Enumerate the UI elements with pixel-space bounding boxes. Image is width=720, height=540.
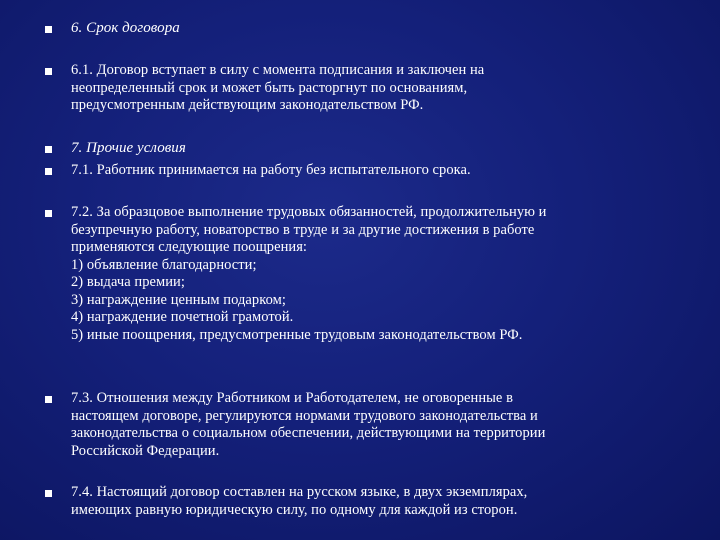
list-item: 3) награждение ценным подарком; (71, 291, 286, 308)
text-line: Российской Федерации. (71, 442, 220, 459)
bullet-item-7-2 (45, 204, 665, 344)
section7-heading: 7. Прочие условия (71, 140, 186, 156)
text-line: применяются следующие поощрения: (71, 239, 307, 255)
paragraph-7-3 (71, 390, 545, 460)
section6-heading: 6. Срок договора (71, 20, 180, 36)
text-line: имеющих равную юридическую силу, по одному для каждой из сторон. (71, 501, 518, 518)
list-item: 4) награждение почетной грамотой. (71, 309, 294, 325)
paragraph-6-1 (71, 62, 484, 115)
text-line: 7.1. Работник принимается на работу без испытательного срока. (71, 162, 471, 178)
paragraph-7-4 (71, 484, 527, 519)
square-bullet-icon (45, 396, 52, 403)
text-line: неопределенный срок и может быть расторгнут по основаниям, (71, 79, 468, 96)
paragraph-7-1 (71, 162, 471, 180)
bullet-item-6-1 (45, 62, 665, 115)
list-item: 1) объявление благодарности; (71, 256, 257, 273)
bullet-item-7-1 (45, 162, 665, 180)
text-line: безупречную работу, новаторство в труде и за другие достижения в работе (71, 221, 535, 238)
text-line: 6.1. Договор вступает в силу с момента подписания и заключен на (71, 62, 485, 78)
square-bullet-icon (45, 26, 52, 33)
square-bullet-icon (45, 146, 52, 153)
bullet-item-7-4 (45, 484, 665, 519)
text-line: 7.2. За образцовое выполнение трудовых обязанностей, продолжительную и (71, 204, 547, 220)
text-line: предусмотренным действующим законодательством РФ. (71, 97, 424, 113)
text-line: законодательства о социальном обеспечении, действующими на территории (71, 425, 546, 441)
bullet-item-section7-heading (45, 140, 665, 158)
text-line: настоящем договоре, регулируются нормами трудового законодательства и (71, 407, 538, 424)
square-bullet-icon (45, 168, 52, 175)
list-item: 2) выдача премии; (71, 274, 185, 290)
square-bullet-icon (45, 210, 52, 217)
text-line: 7.3. Отношения между Работником и Работодателем, не оговоренные в (71, 390, 513, 406)
square-bullet-icon (45, 68, 52, 75)
list-item: 5) иные поощрения, предусмотренные трудовым законодательством РФ. (71, 326, 523, 343)
bullet-item-section6-heading (45, 20, 665, 38)
paragraph-7-2 (71, 204, 547, 344)
bullet-item-7-3 (45, 390, 665, 460)
square-bullet-icon (45, 490, 52, 497)
text-line: 7.4. Настоящий договор составлен на русском языке, в двух экземплярах, (71, 484, 528, 500)
